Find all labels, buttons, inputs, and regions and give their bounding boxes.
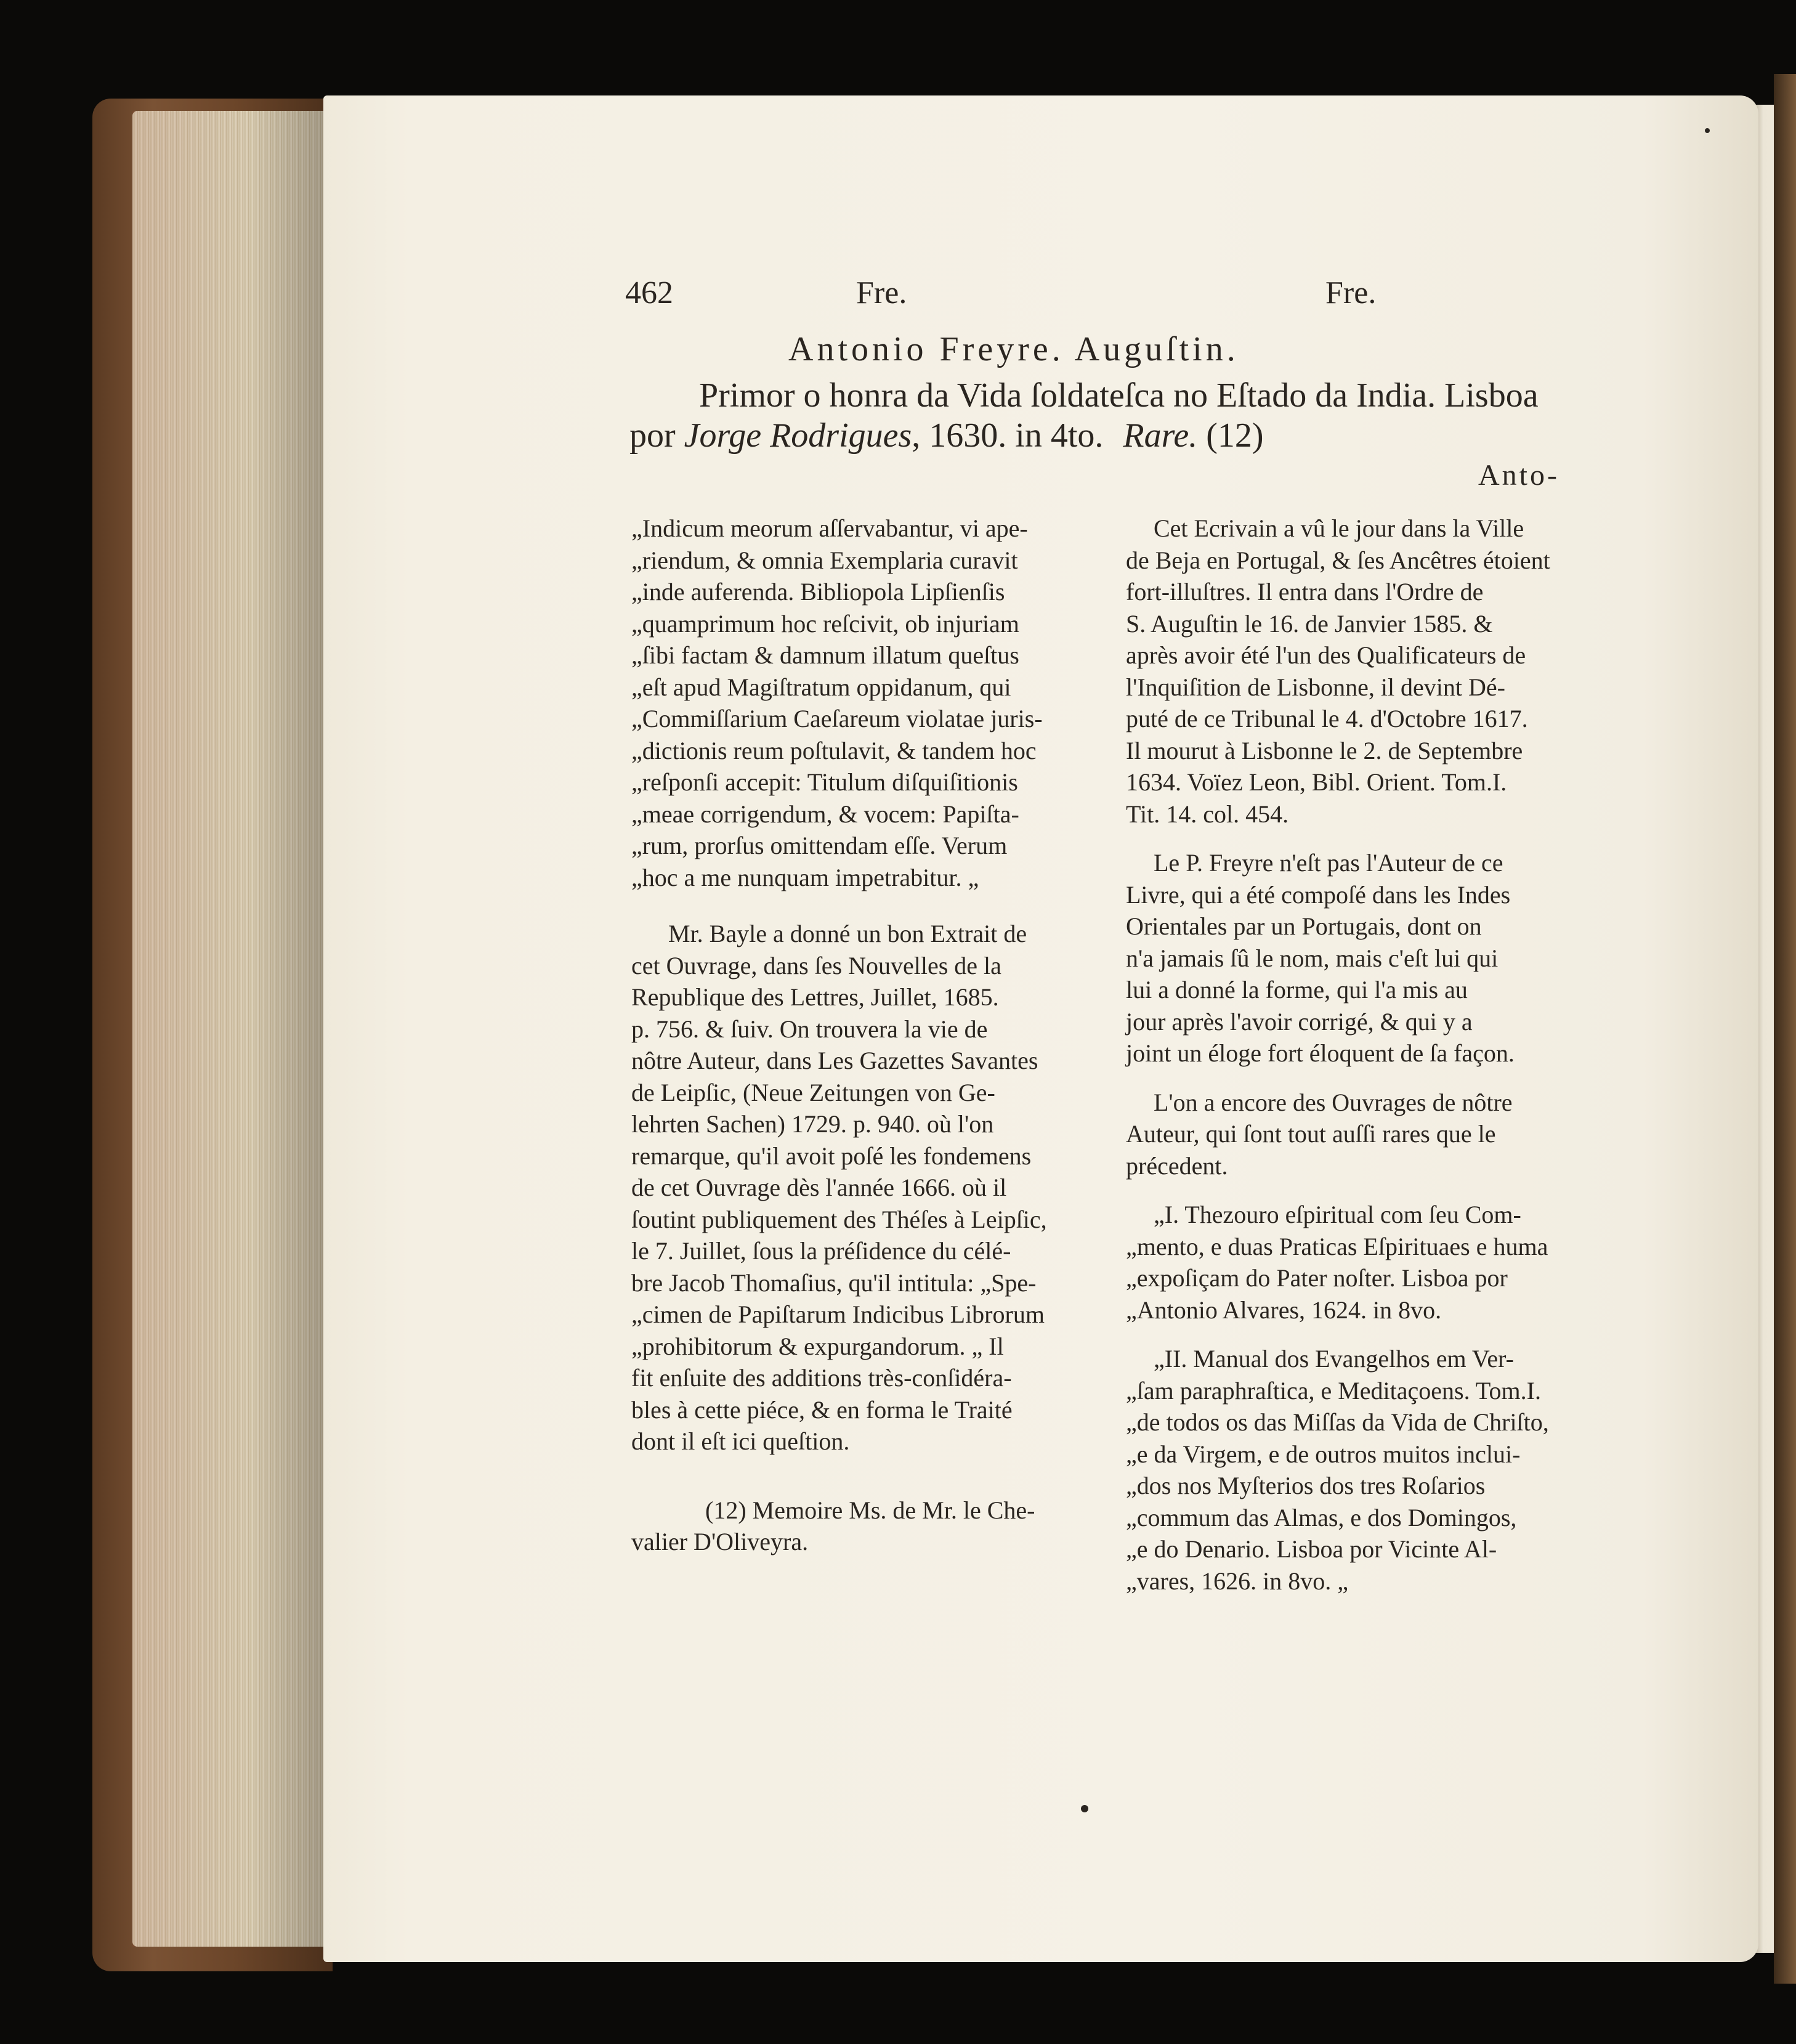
text-line: dont il eſt ici queſtion. — [631, 1427, 850, 1455]
paragraph-other-works — [1126, 1087, 1550, 1182]
text-line: „inde auferenda. Bibliopola Lipſienſis — [631, 578, 1005, 606]
text-line: le 7. Juillet, ſous la préſidence du célé- — [631, 1237, 1011, 1265]
text-line: n'a jamais ſû le nom, mais c'eſt lui qui — [1126, 944, 1499, 972]
text-line: l'Inquiſition de Lisbonne, il devint Dé- — [1126, 673, 1505, 701]
text-line: joint un éloge fort éloquent de ſa façon. — [1126, 1039, 1515, 1067]
quote-block — [631, 513, 1047, 893]
text-line: fit enſuite des additions très-conſidéra- — [631, 1364, 1012, 1392]
text-line: (12) Memoire Ms. de Mr. le Che- — [705, 1496, 1035, 1524]
text-line: lehrten Sachen) 1729. p. 940. où l'on — [631, 1110, 994, 1138]
text-line: „Commiſſarium Caeſareum violatae juris- — [631, 705, 1043, 732]
text-line: cet Ouvrage, dans ſes Nouvelles de la — [631, 951, 1001, 979]
text-line: „riendum, & omnia Exemplaria curavit — [631, 546, 1018, 574]
text-line: „Antonio Alvares, 1624. in 8vo. — [1126, 1296, 1442, 1324]
text-line: Livre, qui a été compoſé dans les Indes — [1126, 880, 1511, 909]
text-line: „vares, 1626. in 8vo. „ — [1126, 1567, 1349, 1595]
book-cover-right — [1774, 74, 1796, 1984]
text-line: jour après l'avoir corrigé, & qui y a — [1126, 1007, 1473, 1036]
title-rarity: Rare. — [1123, 416, 1198, 455]
page-block-edges — [132, 111, 330, 1947]
running-head-right: Fre. — [1325, 275, 1377, 310]
text-line: Cet Ecrivain a vû le jour dans la Ville — [1154, 514, 1524, 542]
text-line: „cimen de Papiſtarum Indicibus Librorum — [631, 1300, 1045, 1328]
text-line: ſoutint publiquement des Théſes à Leipſic, — [631, 1205, 1047, 1233]
text-line: „e do Denario. Lisboa por Vicinte Al- — [1126, 1535, 1497, 1563]
text-line: puté de ce Tribunal le 4. d'Octobre 1617. — [1126, 705, 1528, 732]
text-line: lui a donné la forme, qui l'a mis au — [1126, 976, 1468, 1004]
text-line: „ſibi factam & damnum illatum queſtus — [631, 641, 1019, 669]
text-line: de cet Ouvrage dès l'année 1666. où il — [631, 1174, 1007, 1201]
text-line: „expoſiçam do Pater noſter. Lisboa por — [1126, 1264, 1508, 1292]
text-line: remarque, qu'il avoit poſé les fondemens — [631, 1142, 1032, 1170]
text-line: Republique des Lettres, Juillet, 1685. — [631, 983, 999, 1011]
text-line: après avoir été l'un des Qualificateurs de — [1126, 641, 1526, 669]
text-line: Auteur, qui ſont tout auſſi rares que le — [1126, 1120, 1496, 1148]
text-line: précedent. — [1126, 1151, 1228, 1180]
paragraph-biography — [1126, 513, 1550, 830]
text-line: „commum das Almas, e dos Domingos, — [1126, 1503, 1517, 1531]
ink-speck — [1705, 128, 1710, 133]
text-line: de Leipſic, (Neue Zeitungen von Ge- — [631, 1078, 995, 1106]
title-printer: Jorge Rodrigues — [684, 416, 912, 455]
text-line: bre Jacob Thomaſius, qu'il intitula: „Spe- — [631, 1268, 1037, 1297]
text-line: „rum, prorſus omittendam eſſe. Verum — [631, 832, 1008, 859]
text-line: 1634. Voïez Leon, Bibl. Orient. Tom.I. — [1126, 768, 1507, 796]
text-line: Il mourut à Lisbonne le 2. de Septembre — [1126, 736, 1523, 764]
text-line: valier D'Oliveyra. — [631, 1528, 809, 1555]
entry-title-line-1: Primor o honra da Vida ſoldateſca no Eſtado da India. Lisboa — [699, 376, 1539, 415]
page-number: 462 — [625, 275, 673, 310]
text-line: „dos nos Myſterios dos tres Roſarios — [1126, 1472, 1486, 1499]
text-line: „Indicum meorum aſſervabantur, vi ape- — [631, 514, 1028, 542]
paragraph-bayle — [631, 918, 1047, 1458]
footnote — [631, 1494, 1047, 1558]
text-line: L'on a encore des Ouvrages de nôtre — [1154, 1088, 1513, 1116]
running-head-left: Fre. — [856, 275, 907, 310]
text-line: „dictionis reum poſtulavit, & tandem hoc — [631, 736, 1037, 764]
ink-speck — [1081, 1805, 1088, 1812]
work-item-1 — [1126, 1199, 1550, 1326]
text-line: „mento, e duas Praticas Eſpirituaes e huma — [1126, 1232, 1548, 1260]
text-line: Orientales par un Portugais, dont on — [1126, 912, 1482, 940]
entry-title-line-2 — [629, 416, 1264, 455]
title-date: , 1630. in 4to. — [912, 416, 1104, 455]
text-line: de Beja en Portugal, & ſes Ancêtres étoient — [1126, 546, 1550, 574]
entry-author: Antonio Freyre. Auguſtin. — [788, 330, 1239, 368]
text-line: Le P. Freyre n'eſt pas l'Auteur de ce — [1154, 849, 1503, 877]
text-line: „e da Virgem, e de outros muitos inclui- — [1126, 1440, 1521, 1468]
catchword: Anto- — [1478, 459, 1559, 492]
text-line: Mr. Bayle a donné un bon Extrait de — [668, 920, 1027, 947]
title-prefix: por — [629, 416, 676, 455]
text-line: „hoc a me nunquam impetrabitur. „ — [631, 863, 979, 891]
text-line: „de todos os das Miſſas da Vida de Chriſto, — [1126, 1408, 1549, 1436]
text-line: p. 756. & ſuiv. On trouvera la vie de — [631, 1015, 988, 1043]
text-line: „prohibitorum & expurgandorum. „ Il — [631, 1332, 1004, 1360]
text-line: „I. Thezouro eſpiritual com ſeu Com- — [1154, 1201, 1521, 1228]
text-line: nôtre Auteur, dans Les Gazettes Savantes — [631, 1047, 1038, 1074]
right-column — [1126, 513, 1550, 1597]
left-column — [631, 513, 1047, 1558]
text-line: „ſam paraphraſtica, e Meditaçoens. Tom.I. — [1126, 1376, 1541, 1405]
title-note: (12) — [1206, 416, 1264, 455]
text-line: „reſponſi accepit: Titulum diſquiſitionis — [631, 768, 1018, 796]
text-line: S. Auguſtin le 16. de Janvier 1585. & — [1126, 609, 1493, 638]
text-line: fort-illuſtres. Il entra dans l'Ordre de — [1126, 578, 1484, 606]
text-line: „quamprimum hoc reſcivit, ob injuriam — [631, 609, 1019, 638]
work-item-2 — [1126, 1343, 1550, 1597]
text-line: „meae corrigendum, & vocem: Papiſta- — [631, 800, 1019, 828]
text-line: Tit. 14. col. 454. — [1126, 800, 1289, 828]
paragraph-authorship — [1126, 847, 1550, 1069]
text-line: „II. Manual dos Evangelhos em Ver- — [1154, 1345, 1514, 1373]
text-line: bles à cette piéce, & en forma le Traité — [631, 1395, 1013, 1424]
text-line: „eſt apud Magiſtratum oppidanum, qui — [631, 673, 1011, 701]
